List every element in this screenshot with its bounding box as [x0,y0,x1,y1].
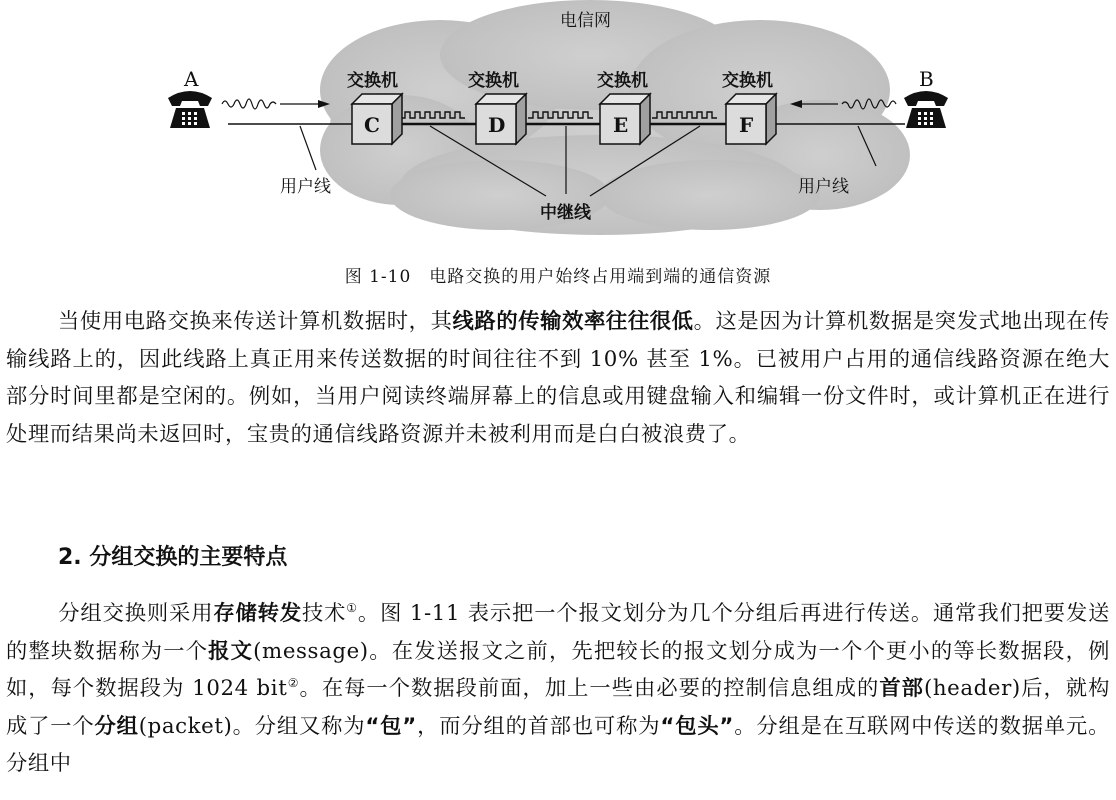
switch-c-letter: C [364,113,380,137]
trunk-label: 中继线 [540,203,591,223]
switch-label-c: 交换机 [347,71,398,91]
section-heading: 2. 分组交换的主要特点 [58,545,288,570]
p2-bold-header: 首部 [879,676,924,701]
paragraph-packet-switching [6,595,1110,783]
telephone-a-icon [168,91,212,128]
switch-label-f: 交换机 [722,71,773,91]
p2-text-a: 分组交换则采用 [58,601,214,626]
p2-bold-bao: “包” [365,713,417,739]
switch-d-letter: D [488,113,506,137]
switch-box-e [600,94,650,144]
network-label: 电信网 [560,11,611,31]
switch-box-d [476,94,526,144]
switch-box-c [352,94,402,144]
p2-text-f: 。在每一个数据段前面，加上一些由必要的控制信息组成的 [299,676,880,701]
p2-text-j: 。分组是在互联网中传送的数据单元。分组中 [6,713,1111,776]
footnote-ref-2[interactable]: ② [287,675,300,690]
p2-bold-baotou: “包头” [660,713,735,739]
user-line-b-label: 用户线 [798,177,849,197]
p2-text-d: 。图 1-11 表示把一个报文划分为几个分组后再进行传送。通常我们把要发送的整块数据称为一个 [6,601,1110,664]
p1-text-c: 。这是因为计算机数据是突发式地出现在传输线路上的，因此线路上真正用来传送数据的时间往往不到 10% 甚至 1%。已被用户占用的通信线路资源在绝大部分时间里都是空闲的。例如，当用户阅读终端屏幕上的信息或用键盘输入和编辑一份文件时，或计算机正在进行处理而结果尚未返回时，宝贵的通信线路资源并未被利用而是白白被浪费了。 [6,309,1110,447]
p2-text-c: 技术 [301,601,347,626]
p2-text-g: (header)后，就构成了一个 [6,676,1111,739]
user-line-a-leader [300,126,316,170]
endpoint-a-label: A [184,67,199,91]
p2-bold-store-forward: 存储转发 [213,601,302,626]
switch-label-e: 交换机 [597,71,648,91]
endpoint-b-label: B [919,67,934,91]
telephone-b-icon [904,91,948,128]
p2-bold-packet: 分组 [94,713,139,739]
p2-text-i: ，而分组的首部也可称为 [416,713,661,739]
p1-bold-low-efficiency: 线路的传输效率往往很低 [452,309,694,334]
p1-text-a: 当使用电路交换来传送计算机数据时，其 [58,309,453,334]
signal-wave-a [222,99,276,109]
p2-text-e: (message)。在发送报文之前，先把较长的报文划分成为一个个更小的等长数据段，例如，每个数据段为 1024 bit [6,638,1110,701]
user-line-a-label: 用户线 [280,177,331,197]
switch-label-d: 交换机 [468,71,519,91]
footnote-ref-1[interactable]: ① [346,600,358,615]
switch-f-letter: F [739,113,754,137]
switch-box-f [726,94,776,144]
figure-caption: 图 1-10 电路交换的用户始终占用端到端的通信资源 [344,267,772,287]
p2-text-h: (packet)。分组又称为 [138,713,366,739]
switch-e-letter: E [613,113,629,137]
paragraph-circuit-efficiency [6,303,1110,453]
circuit-switching-figure [0,0,1116,250]
p2-bold-message: 报文 [208,638,254,664]
